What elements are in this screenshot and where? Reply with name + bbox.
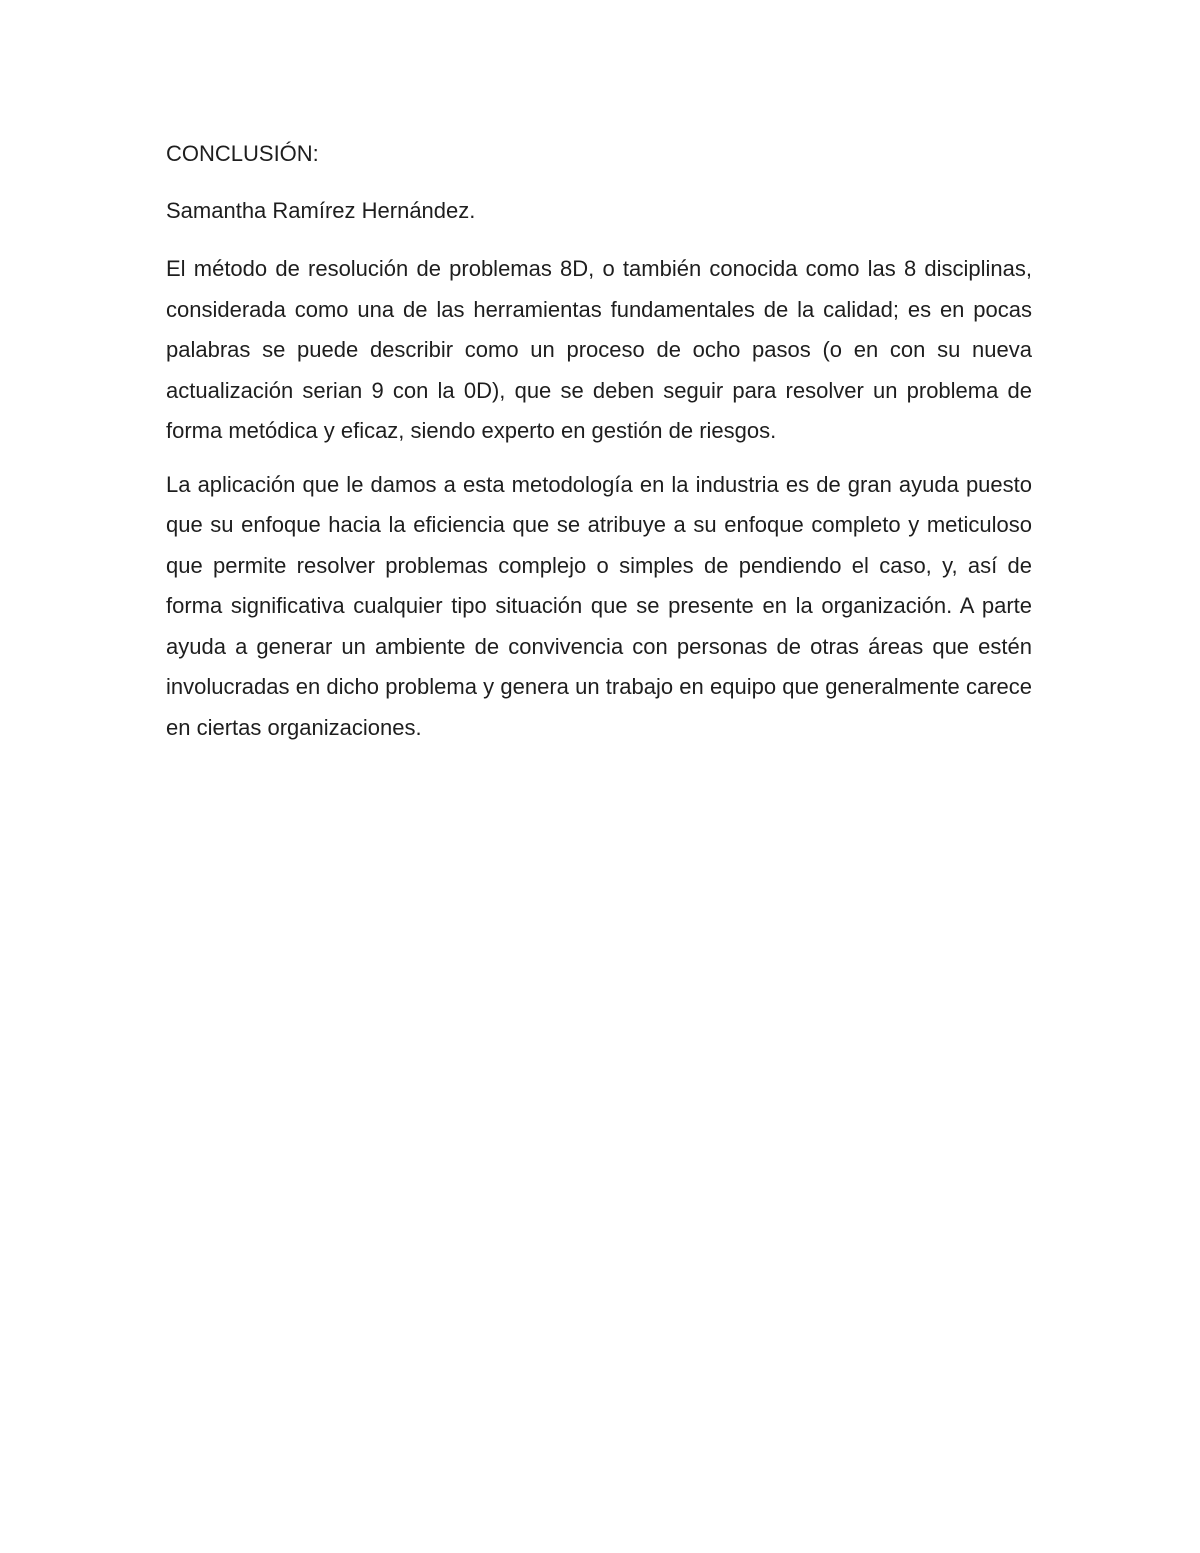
author-name: Samantha Ramírez Hernández.	[166, 198, 476, 223]
paragraph-2: La aplicación que le damos a esta metodología en la industria es de gran ayuda puesto que su enfoque hacia la eficiencia que se atribuye a su enfoque completo y meticuloso que permite resolver problemas complejo o simples de pendiendo el caso, y, así de forma significativa cualquier tipo situación que se presente en la organización. A parte ayuda a generar un ambiente de convivencia con personas de otras áreas que estén involucradas en dicho problema y genera un trabajo en equipo que generalmente carece en ciertas organizaciones.	[166, 471, 1032, 740]
document-body	[166, 140, 1032, 748]
document-heading: CONCLUSIÓN:	[166, 141, 319, 166]
paragraph-1: El método de resolución de problemas 8D, o también conocida como las 8 disciplinas, considerada como una de las herramientas fundamentales de la calidad; es en pocas palabras se puede describir como un proceso de ocho pasos (o en con su nueva actualización serian 9 con la 0D), que se deben seguir para resolver un problema de forma metódica y eficaz, siendo experto en gestión de riesgos.	[166, 256, 1032, 443]
